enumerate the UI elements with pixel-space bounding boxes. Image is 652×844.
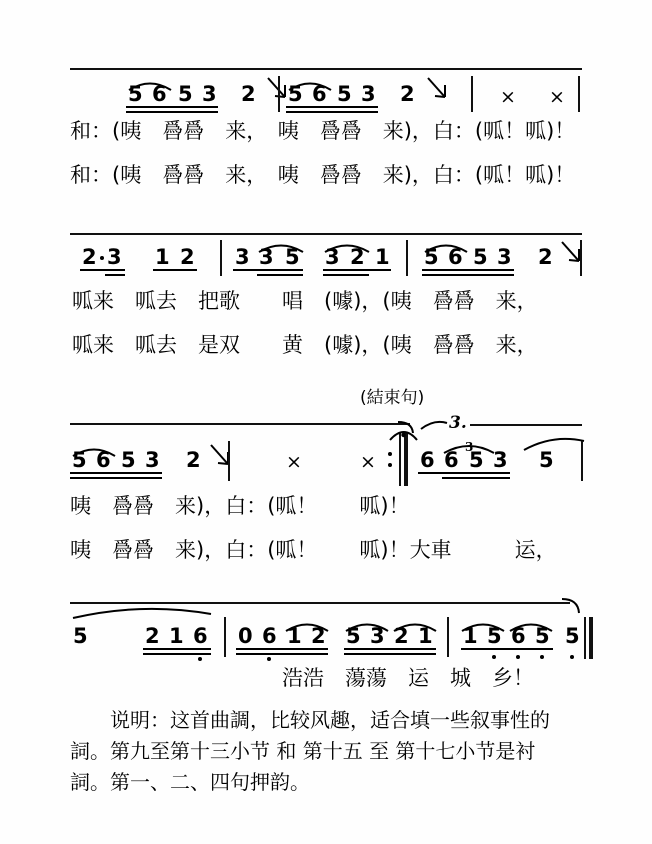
note-glyph: 2	[400, 82, 415, 106]
note-glyph: 1	[155, 245, 170, 269]
beam-line	[70, 477, 162, 479]
beam-line	[233, 269, 303, 271]
beam-line	[236, 648, 328, 650]
note-glyph: 5	[535, 624, 550, 648]
ending-phrase-annotation: (結束句)	[360, 388, 425, 408]
beam-line	[236, 653, 328, 655]
lyric-line: 咦 噕噕 来)，白：(呱！ 呱)！	[70, 494, 410, 518]
spoken-beat-mark: ×	[500, 86, 516, 108]
barline	[578, 76, 580, 112]
beam-line	[323, 274, 369, 276]
note-glyph: 3	[361, 82, 376, 106]
note-glyph: 5	[337, 82, 352, 106]
note-glyph: 3	[370, 624, 385, 648]
note-glyph: 2	[538, 245, 553, 269]
note-glyph: 5	[539, 448, 554, 472]
note-glyph: 5	[424, 245, 439, 269]
note-glyph: 2	[145, 624, 160, 648]
volta-bracket-line	[470, 424, 582, 426]
note-glyph: 5	[469, 448, 484, 472]
final-double-barline	[584, 617, 594, 659]
note-glyph: 3	[325, 245, 340, 269]
note-glyph: 6	[420, 448, 435, 472]
beam-line	[418, 472, 510, 474]
note-glyph: 6	[312, 82, 327, 106]
augmentation-dot	[100, 256, 104, 260]
explanation-line: 詞。第九至第十三小节 和 第十五 至 第十七小节是衬	[70, 739, 536, 763]
barline	[580, 240, 582, 276]
note-glyph: 6	[193, 624, 208, 648]
note-glyph: 2	[311, 624, 326, 648]
system-divider-rule	[70, 233, 582, 235]
beam-line	[286, 111, 378, 113]
barline	[228, 441, 230, 481]
slur-icon	[523, 435, 585, 451]
barline	[224, 617, 226, 657]
barline	[471, 76, 473, 112]
barline	[278, 76, 280, 112]
volta-hook-icon	[420, 419, 448, 431]
tie-icon	[72, 604, 212, 620]
lyric-line: 和：(咦 噕噕 来， 咦 噕噕 来)，白：(呱！呱)！	[70, 163, 576, 187]
barline	[406, 240, 408, 276]
phrase-fall-arrow-icon	[426, 76, 450, 102]
explanation-note	[70, 705, 584, 798]
note-glyph: 3	[493, 448, 508, 472]
lyric-line: 呱来 呱去 把歌 唱 (噱)，(咦 噕噕 来，	[72, 289, 538, 313]
note-glyph: 1	[287, 624, 302, 648]
note-glyph: 6	[152, 82, 167, 106]
fermata-icon	[389, 425, 419, 441]
note-glyph: 2	[350, 245, 365, 269]
note-glyph: 5	[121, 448, 136, 472]
beam-line	[80, 269, 125, 271]
lyric-line: 咦 噕噕 来)，白：(呱！ 呱)！大車 运，	[70, 538, 557, 562]
barline	[581, 441, 583, 481]
note-glyph: 5	[72, 448, 87, 472]
note-glyph: 5	[128, 82, 143, 106]
beam-line	[422, 269, 514, 271]
beam-line	[153, 269, 197, 271]
note-glyph: 3	[145, 448, 160, 472]
barline	[447, 617, 449, 657]
beam-line	[126, 111, 218, 113]
note-glyph: 6	[448, 245, 463, 269]
note-glyph: 5	[565, 624, 580, 648]
low-octave-dot	[492, 655, 496, 659]
beam-line	[461, 648, 553, 650]
note-glyph: 5	[487, 624, 502, 648]
note-glyph: 1	[418, 624, 433, 648]
spoken-beat-mark: ×	[549, 86, 565, 108]
note-glyph: 3	[497, 245, 512, 269]
beam-line	[257, 274, 303, 276]
beam-line	[422, 274, 514, 276]
note-glyph: 5	[73, 624, 88, 648]
note-glyph: 6	[96, 448, 111, 472]
note-glyph: 5	[346, 624, 361, 648]
beam-line	[126, 106, 218, 108]
note-glyph: 3	[259, 245, 274, 269]
system-divider-rule	[70, 423, 410, 425]
note-glyph: 5	[285, 245, 300, 269]
note-glyph: 5	[288, 82, 303, 106]
lyric-line: 浩浩 蕩蕩 运 城 乡！	[72, 666, 534, 690]
explanation-line: 詞。第一、二、四句押韵。	[70, 770, 310, 794]
low-octave-dot	[267, 657, 271, 661]
spoken-beat-mark: ×	[360, 451, 376, 473]
beam-line	[344, 648, 436, 650]
note-glyph: 6	[262, 624, 277, 648]
beam-line	[286, 106, 378, 108]
volta-number: 3.	[449, 413, 467, 433]
note-glyph: 1	[169, 624, 184, 648]
low-octave-dot	[570, 655, 574, 659]
note-glyph: 3	[107, 245, 122, 269]
note-glyph: 5	[178, 82, 193, 106]
triplet-number: 3	[465, 440, 474, 454]
beam-line	[70, 472, 162, 474]
note-glyph: 1	[463, 624, 478, 648]
beam-line	[442, 477, 510, 479]
beam-line	[323, 269, 391, 271]
spoken-beat-mark: ×	[286, 451, 302, 473]
note-glyph: 2	[82, 245, 97, 269]
note-glyph: 2	[186, 448, 201, 472]
low-octave-dot	[516, 655, 520, 659]
note-glyph: 1	[375, 245, 390, 269]
beam-line	[143, 653, 211, 655]
note-glyph: 5	[473, 245, 488, 269]
note-glyph: 2	[241, 82, 256, 106]
note-glyph: 6	[511, 624, 526, 648]
note-glyph: 3	[202, 82, 217, 106]
low-octave-dot	[198, 657, 202, 661]
beam-line	[143, 648, 211, 650]
note-glyph: 6	[444, 448, 459, 472]
note-glyph: 0	[238, 624, 253, 648]
barline	[220, 240, 222, 276]
note-glyph: 3	[235, 245, 250, 269]
beam-line	[105, 274, 125, 276]
lyric-line: 和：(咦 噕噕 来， 咦 噕噕 来)，白：(呱！呱)！	[70, 119, 576, 143]
beam-line	[344, 653, 436, 655]
rule-hook-icon	[562, 598, 582, 614]
lyric-line: 呱来 呱去 是双 黄 (噱)，(咦 噕噕 来，	[72, 333, 538, 357]
note-glyph: 2	[180, 245, 195, 269]
note-glyph: 2	[394, 624, 409, 648]
system-divider-rule	[70, 68, 582, 70]
low-octave-dot	[540, 655, 544, 659]
explanation-line: 说明：这首曲調，比较风趣，适合填一些叙事性的	[110, 708, 550, 732]
